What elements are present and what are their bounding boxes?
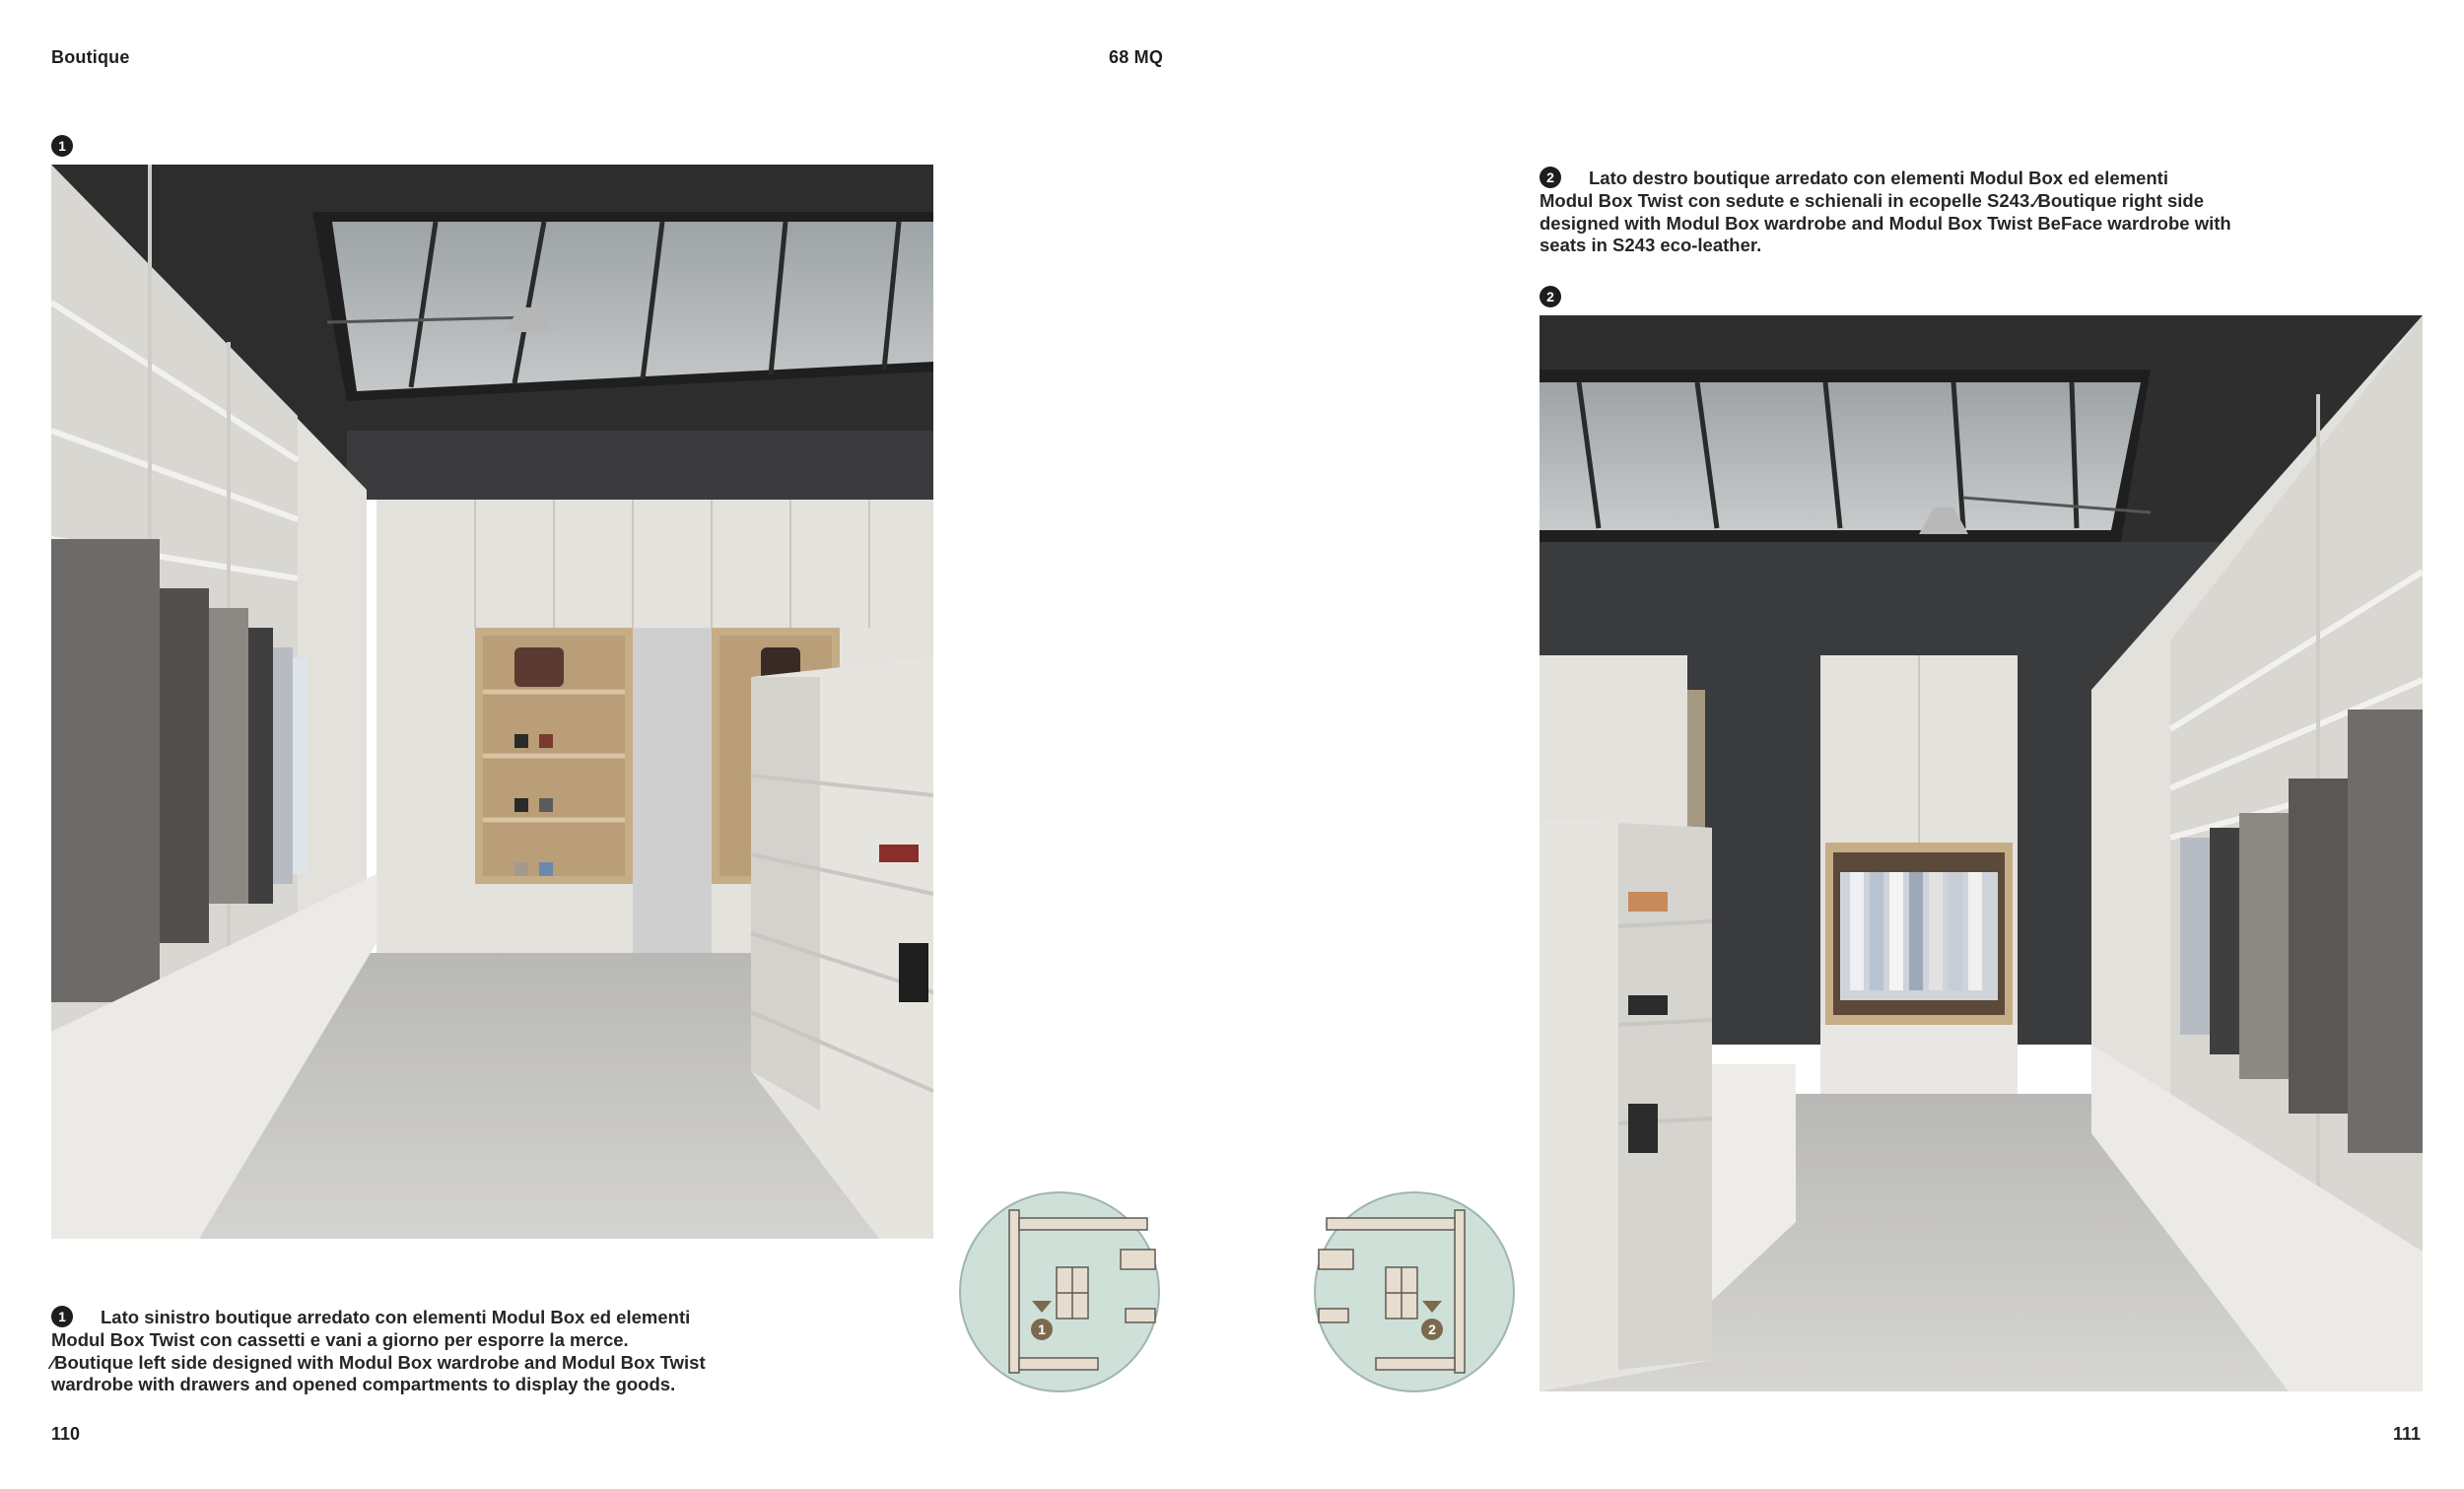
caption-right-line-2: Modul Box Twist con sedute e schienali in ecopelle S243.⁄Boutique right side bbox=[1540, 190, 2205, 212]
caption-left-line-2: Modul Box Twist con cassetti e vani a giorno per esporre la merce. bbox=[51, 1329, 629, 1351]
page-number-right: 111 bbox=[2393, 1424, 2422, 1444]
floor-plan-right bbox=[1313, 1190, 1516, 1393]
photo-2-marker: 2 bbox=[1540, 286, 1561, 307]
caption-left-marker: 1 bbox=[51, 1306, 73, 1327]
page-number-left: 110 bbox=[51, 1424, 81, 1444]
caption-left-line-1: Lato sinistro boutique arredato con elementi Modul Box ed elementi bbox=[101, 1307, 691, 1327]
caption-left-line-4: wardrobe with drawers and opened compartments to display the goods. bbox=[51, 1374, 676, 1395]
section-title: Boutique bbox=[51, 47, 130, 67]
caption-right-marker: 2 bbox=[1540, 167, 1561, 188]
floor-plan-left bbox=[958, 1190, 1161, 1393]
caption-right-line-3: designed with Modul Box wardrobe and Modul Box Twist BeFace wardrobe with bbox=[1540, 212, 2231, 234]
floor-plan-left-marker: 1 bbox=[1031, 1319, 1053, 1340]
area-label: 68 MQ bbox=[1109, 47, 1164, 67]
caption-right-line-1: Lato destro boutique arredato con elementi Modul Box ed elementi bbox=[1589, 168, 2168, 188]
photo-1-marker: 1 bbox=[51, 135, 73, 157]
caption-left-line-3: ⁄Boutique left side designed with Modul Box wardrobe and Modul Box Twist bbox=[51, 1351, 706, 1373]
caption-left bbox=[51, 1307, 761, 1396]
caption-right bbox=[1540, 168, 2249, 257]
boutique-left-photo bbox=[51, 165, 933, 1239]
boutique-right-photo bbox=[1540, 315, 2423, 1391]
caption-right-line-4: seats in S243 eco-leather. bbox=[1540, 235, 1762, 256]
floor-plan-right-marker: 2 bbox=[1421, 1319, 1443, 1340]
